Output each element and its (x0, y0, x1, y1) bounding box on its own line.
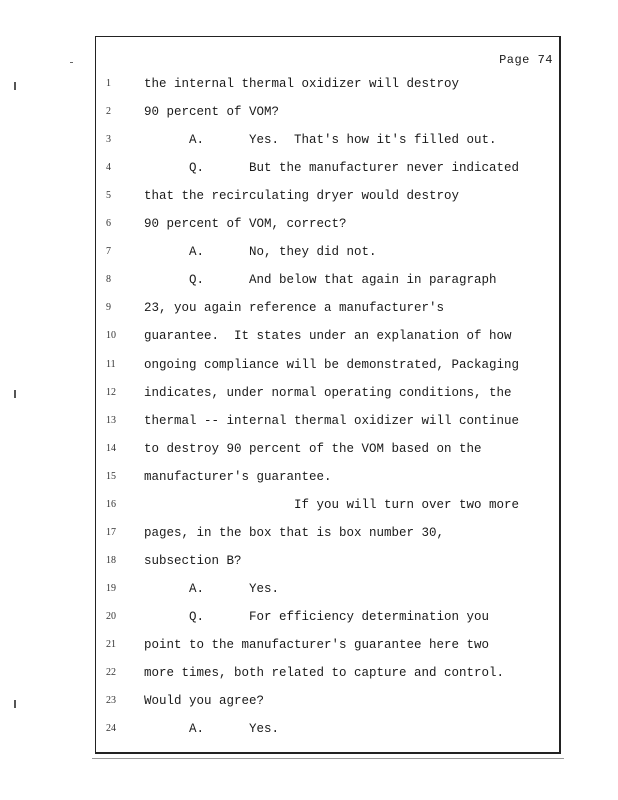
line-text: pages, in the box that is box number 30, (144, 525, 445, 540)
line-text: more times, both related to capture and control. (144, 666, 505, 681)
margin-mark-top (14, 82, 16, 90)
margin-dash (70, 62, 73, 63)
line-text: manufacturer's guarantee. (144, 469, 332, 484)
line-text: ongoing compliance will be demonstrated, Packaging (144, 357, 520, 372)
line-number: 14 (106, 442, 116, 454)
line-number: 4 (106, 162, 111, 174)
line-number: 1 (106, 78, 111, 89)
transcript-line (96, 720, 559, 738)
transcript-page (95, 36, 561, 754)
transcript-line (96, 103, 559, 121)
line-text: 90 percent of VOM, correct? (144, 217, 347, 232)
line-number: 20 (106, 610, 116, 622)
bottom-rule (92, 758, 564, 759)
line-number: 21 (106, 639, 116, 650)
transcript-line (96, 636, 559, 654)
transcript-line (96, 440, 559, 458)
transcript-line (96, 496, 559, 514)
line-text: guarantee. It states under an explanation of how (144, 329, 512, 344)
margin-mark-bottom (14, 700, 16, 708)
line-text: 90 percent of VOM? (144, 105, 280, 120)
line-number: 2 (106, 106, 111, 118)
transcript-line (96, 299, 559, 317)
transcript-line (96, 384, 559, 402)
transcript-line (96, 243, 559, 261)
transcript-line (96, 187, 559, 205)
line-number: 19 (106, 582, 116, 594)
line-number: 5 (106, 190, 111, 202)
line-number: 13 (106, 414, 116, 426)
line-number: 9 (106, 302, 111, 314)
line-text: Q. For efficiency determination you (144, 609, 490, 624)
line-text: Q. And below that again in paragraph (144, 273, 497, 288)
line-text: the internal thermal oxidizer will destroy (144, 77, 460, 91)
line-number: 3 (106, 134, 111, 146)
line-number: 7 (106, 246, 111, 258)
line-number: 15 (106, 470, 116, 482)
line-text: If you will turn over two more (144, 497, 520, 512)
transcript-line (96, 271, 559, 289)
line-text: to destroy 90 percent of the VOM based on the (144, 441, 482, 456)
line-number: 11 (106, 358, 116, 370)
transcript-line (96, 692, 559, 710)
line-text: thermal -- internal thermal oxidizer will continue (144, 413, 520, 428)
line-text: Q. But the manufacturer never indicated (144, 161, 520, 176)
transcript-line (96, 412, 559, 430)
line-number: 8 (106, 274, 111, 286)
line-number: 16 (106, 498, 116, 510)
line-number: 12 (106, 386, 116, 398)
transcript-line (96, 131, 559, 149)
line-number: 17 (106, 526, 116, 538)
transcript-line (96, 215, 559, 233)
transcript-line (96, 75, 559, 93)
line-number: 18 (106, 554, 116, 566)
line-text: that the recirculating dryer would destroy (144, 189, 460, 204)
line-text: 23, you again reference a manufacturer's (144, 301, 445, 316)
transcript-line (96, 468, 559, 486)
line-text: point to the manufacturer's guarantee here two (144, 638, 490, 652)
transcript-line (96, 608, 559, 626)
transcript-line (96, 552, 559, 570)
line-text: A. Yes. (144, 581, 280, 596)
transcript-line (96, 356, 559, 374)
line-text: Would you agree? (144, 694, 265, 709)
line-number: 24 (106, 723, 116, 735)
line-number: 10 (106, 330, 116, 342)
transcript-line (96, 327, 559, 345)
line-text: A. Yes. (144, 722, 280, 737)
margin-mark-middle (14, 390, 16, 398)
transcript-line (96, 159, 559, 177)
line-number: 23 (106, 695, 116, 707)
line-text: A. No, they did not. (144, 245, 377, 260)
page-number: Page 74 (499, 53, 553, 67)
transcript-line (96, 524, 559, 542)
line-text: subsection B? (144, 553, 242, 568)
transcript-line (96, 664, 559, 682)
line-number: 6 (106, 218, 111, 230)
line-number: 22 (106, 667, 116, 679)
line-text: A. Yes. That's how it's filled out. (144, 133, 497, 148)
line-text: indicates, under normal operating conditions, the (144, 385, 512, 400)
transcript-line (96, 580, 559, 598)
